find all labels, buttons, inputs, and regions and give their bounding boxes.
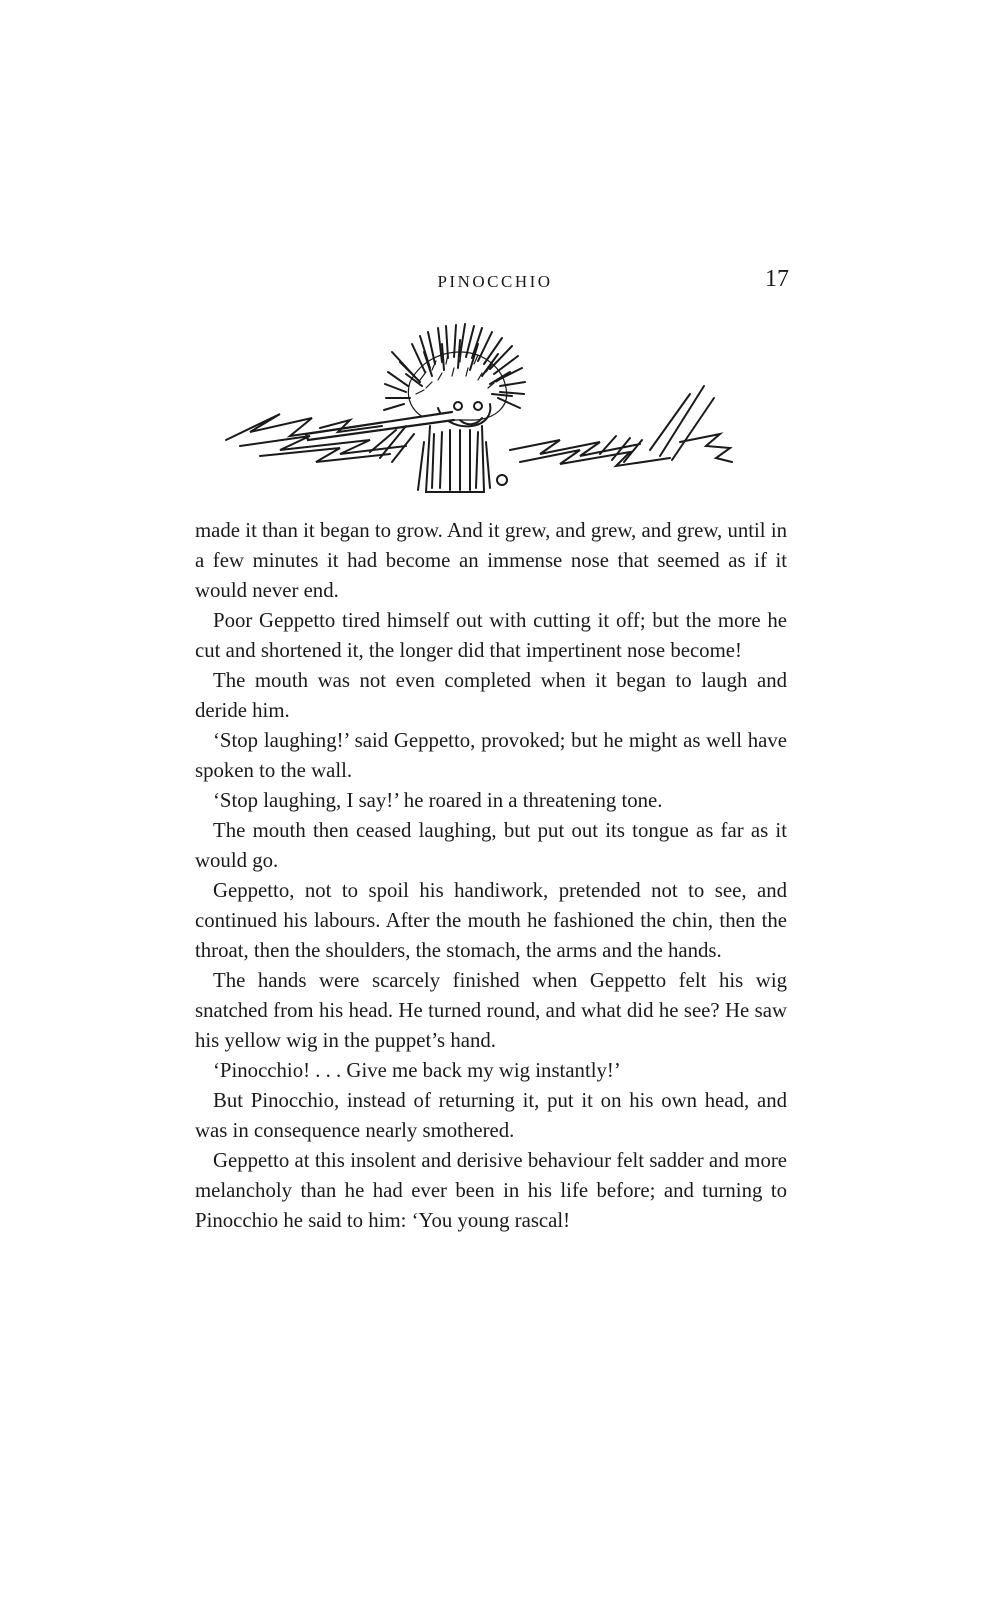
paragraph-8: The hands were scarcely finished when Geppetto felt his wig snatched from his head. He turned round, and what did he see? He saw his yellow wig in the puppet’s hand.: [195, 969, 787, 1052]
page-number: 17: [765, 266, 789, 292]
paragraph-9: ‘Pinocchio! . . . Give me back my wig instantly!’: [213, 1059, 621, 1082]
paragraph-1: made it than it began to grow. And it grew, and grew, and grew, until in a few minutes it had become an immense nose that seemed as if it would never end.: [195, 519, 787, 602]
paragraph-7: Geppetto, not to spoil his handiwork, pretended not to see, and continued his labours. After the mouth he fashioned the chin, then the throat, then the shoulders, the stomach, the arms and the hands.: [195, 879, 787, 962]
paragraph-2: Poor Geppetto tired himself out with cutting it off; but the more he cut and shortened it, the longer did that impertinent nose become!: [195, 609, 787, 662]
paragraph-11: Geppetto at this insolent and derisive behaviour felt sadder and more melancholy than he had ever been in his life before; and turning to Pinocchio he said to him: ‘You young rascal!: [195, 1149, 787, 1232]
paragraph-4: ‘Stop laughing!’ said Geppetto, provoked; but he might as well have spoken to the wall.: [195, 729, 787, 782]
paragraph-6: The mouth then ceased laughing, but put out its tongue as far as it would go.: [195, 819, 787, 872]
paragraph-10: But Pinocchio, instead of returning it, put it on his own head, and was in consequence nearly smothered.: [195, 1089, 787, 1142]
running-head: [195, 268, 795, 298]
paragraph-5: ‘Stop laughing, I say!’ he roared in a threatening tone.: [213, 789, 663, 812]
running-title: PINOCCHIO: [437, 272, 553, 291]
pinocchio-long-nose-illustration-icon: [220, 322, 760, 512]
paragraph-3: The mouth was not even completed when it began to laugh and deride him.: [195, 669, 787, 722]
body-text: [195, 516, 787, 1236]
